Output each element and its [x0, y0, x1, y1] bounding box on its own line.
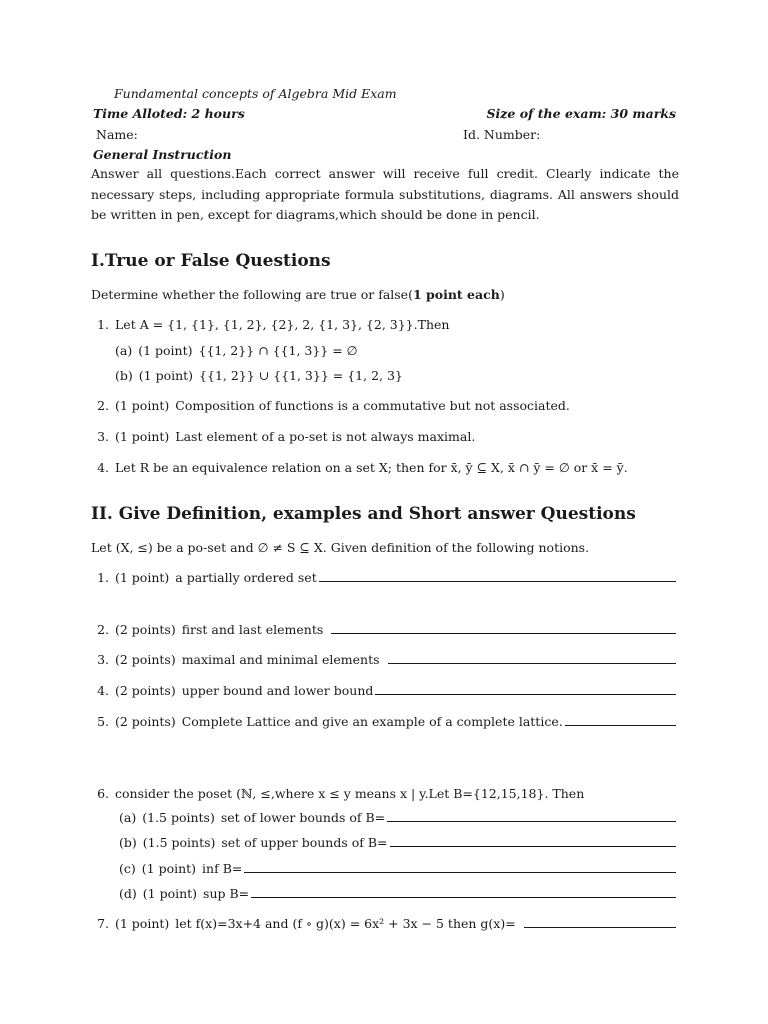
question-number: 6.	[97, 786, 109, 801]
id-number-label: Id. Number:	[463, 127, 541, 142]
intro-text: Determine whether the following are true or false(	[91, 287, 413, 302]
exam-title: Fundamental concepts of Algebra Mid Exam	[114, 86, 397, 101]
section-2-intro: Let (X, ≤) be a po-set and ∅ ≠ S ⊆ X. Given definition of the following notions.	[91, 540, 590, 555]
tf-question-1	[91, 317, 449, 332]
question-text: first and last elements	[181, 622, 324, 637]
question-text: {{1, 2}} ∪ {{1, 3}} = {1, 2, 3}	[199, 368, 403, 383]
poset-question-6	[91, 786, 584, 801]
question-text: Let R be an equivalence relation on a set X; then for x̄, ȳ ⊆ X, x̄ ∩ ȳ = ∅ or x̄ = ȳ.	[115, 460, 628, 475]
tf-question-4	[91, 460, 628, 475]
points-label: (2 points)	[115, 714, 176, 729]
sub-label: (b)	[115, 368, 133, 383]
answer-line[interactable]	[375, 694, 676, 695]
time-allotted: Time Alloted: 2 hours	[93, 106, 245, 121]
intro-points: 1 point each	[412, 287, 500, 302]
question-number: 4.	[97, 460, 109, 475]
points-label: (1 point)	[138, 343, 193, 358]
answer-line[interactable]	[390, 846, 676, 847]
section-1-intro	[91, 287, 505, 302]
answer-line[interactable]	[244, 872, 676, 873]
answer-line[interactable]	[331, 633, 676, 634]
question-number: 5.	[97, 714, 109, 729]
answer-line[interactable]	[524, 927, 676, 928]
points-label: (1 point)	[138, 368, 194, 383]
sub-label: (a)	[119, 810, 137, 825]
question-text: Last element of a po-set is not always maximal.	[175, 429, 476, 444]
points-label: (1 point)	[115, 429, 170, 444]
question-number: 3.	[97, 429, 109, 444]
answer-line[interactable]	[388, 663, 676, 664]
points-label: (1 point)	[115, 570, 170, 585]
exam-size: Size of the exam: 30 marks	[486, 106, 676, 121]
definition-question-2	[91, 622, 676, 637]
definition-question-4	[91, 683, 676, 698]
points-label: (1.5 points)	[142, 835, 216, 850]
poset-question-6d	[119, 886, 676, 901]
section-2-heading: II. Give Definition, examples and Short answer Questions	[91, 504, 636, 524]
points-label: (1 point)	[142, 886, 198, 901]
question-number: 2.	[97, 622, 109, 637]
points-label: (1 point)	[141, 861, 197, 876]
question-text: set of upper bounds of B=	[221, 835, 388, 850]
section-1-heading: I.True or False Questions	[91, 251, 331, 271]
question-text: Composition of functions is a commutative but not associated.	[175, 398, 570, 413]
intro-close: )	[499, 287, 505, 302]
question-number: 1.	[97, 570, 109, 585]
tf-question-2	[91, 398, 570, 413]
sub-label: (d)	[119, 886, 137, 901]
question-text: set of lower bounds of B=	[220, 810, 386, 825]
instructions-heading: General Instruction	[93, 147, 232, 162]
poset-question-6c	[119, 861, 676, 876]
definition-question-3	[91, 652, 676, 667]
points-label: (2 points)	[115, 622, 176, 637]
definition-question-5	[91, 714, 676, 729]
points-label: (1 point)	[115, 398, 170, 413]
points-label: (1.5 points)	[142, 810, 215, 825]
name-label: Name:	[96, 127, 138, 142]
points-label: (2 points)	[115, 683, 176, 698]
definition-question-1	[91, 570, 676, 585]
poset-question-6a	[119, 810, 676, 825]
question-number: 2.	[97, 398, 109, 413]
question-text: a partially ordered set	[175, 570, 317, 585]
tf-question-1b	[115, 368, 403, 383]
tf-question-3	[91, 429, 475, 444]
sub-label: (a)	[115, 343, 133, 358]
tf-question-1a	[115, 343, 358, 358]
sub-label: (c)	[119, 861, 136, 876]
answer-line[interactable]	[387, 821, 676, 822]
question-text: consider the poset (ℕ, ≤,where x ≤ y means x | y.Let B={12,15,18}. Then	[115, 786, 585, 801]
question-text: inf B=	[202, 861, 243, 876]
question-text: let f(x)=3x+4 and (f ∘ g)(x) = 6x² + 3x − 5 then g(x)=	[175, 916, 516, 931]
question-text: sup B=	[203, 886, 250, 901]
answer-line[interactable]	[565, 725, 676, 726]
sub-label: (b)	[119, 835, 137, 850]
question-number: 4.	[97, 683, 109, 698]
question-number: 1.	[97, 317, 109, 332]
function-question-7	[91, 916, 676, 931]
question-number: 3.	[97, 652, 109, 667]
question-text: {{1, 2}} ∩ {{1, 3}} = ∅	[198, 343, 358, 358]
question-text: maximal and minimal elements	[181, 652, 380, 667]
answer-line[interactable]	[251, 897, 676, 898]
question-text: upper bound and lower bound	[181, 683, 374, 698]
answer-line[interactable]	[319, 581, 676, 582]
question-text: Complete Lattice and give an example of a complete lattice.	[181, 714, 563, 729]
points-label: (1 point)	[115, 916, 170, 931]
poset-question-6b	[119, 835, 676, 850]
instructions-text: Answer all questions.Each correct answer will receive full credit. Clearly indicate the necessary steps, including appropriate formula substitutions, diagrams. All answers should be written in pen, except for diagrams,which should be done in pencil.	[91, 166, 679, 222]
points-label: (2 points)	[115, 652, 176, 667]
question-number: 7.	[97, 916, 109, 931]
question-text: Let A = {1, {1}, {1, 2}, {2}, 2, {1, 3}, {2, 3}}.Then	[115, 317, 450, 332]
